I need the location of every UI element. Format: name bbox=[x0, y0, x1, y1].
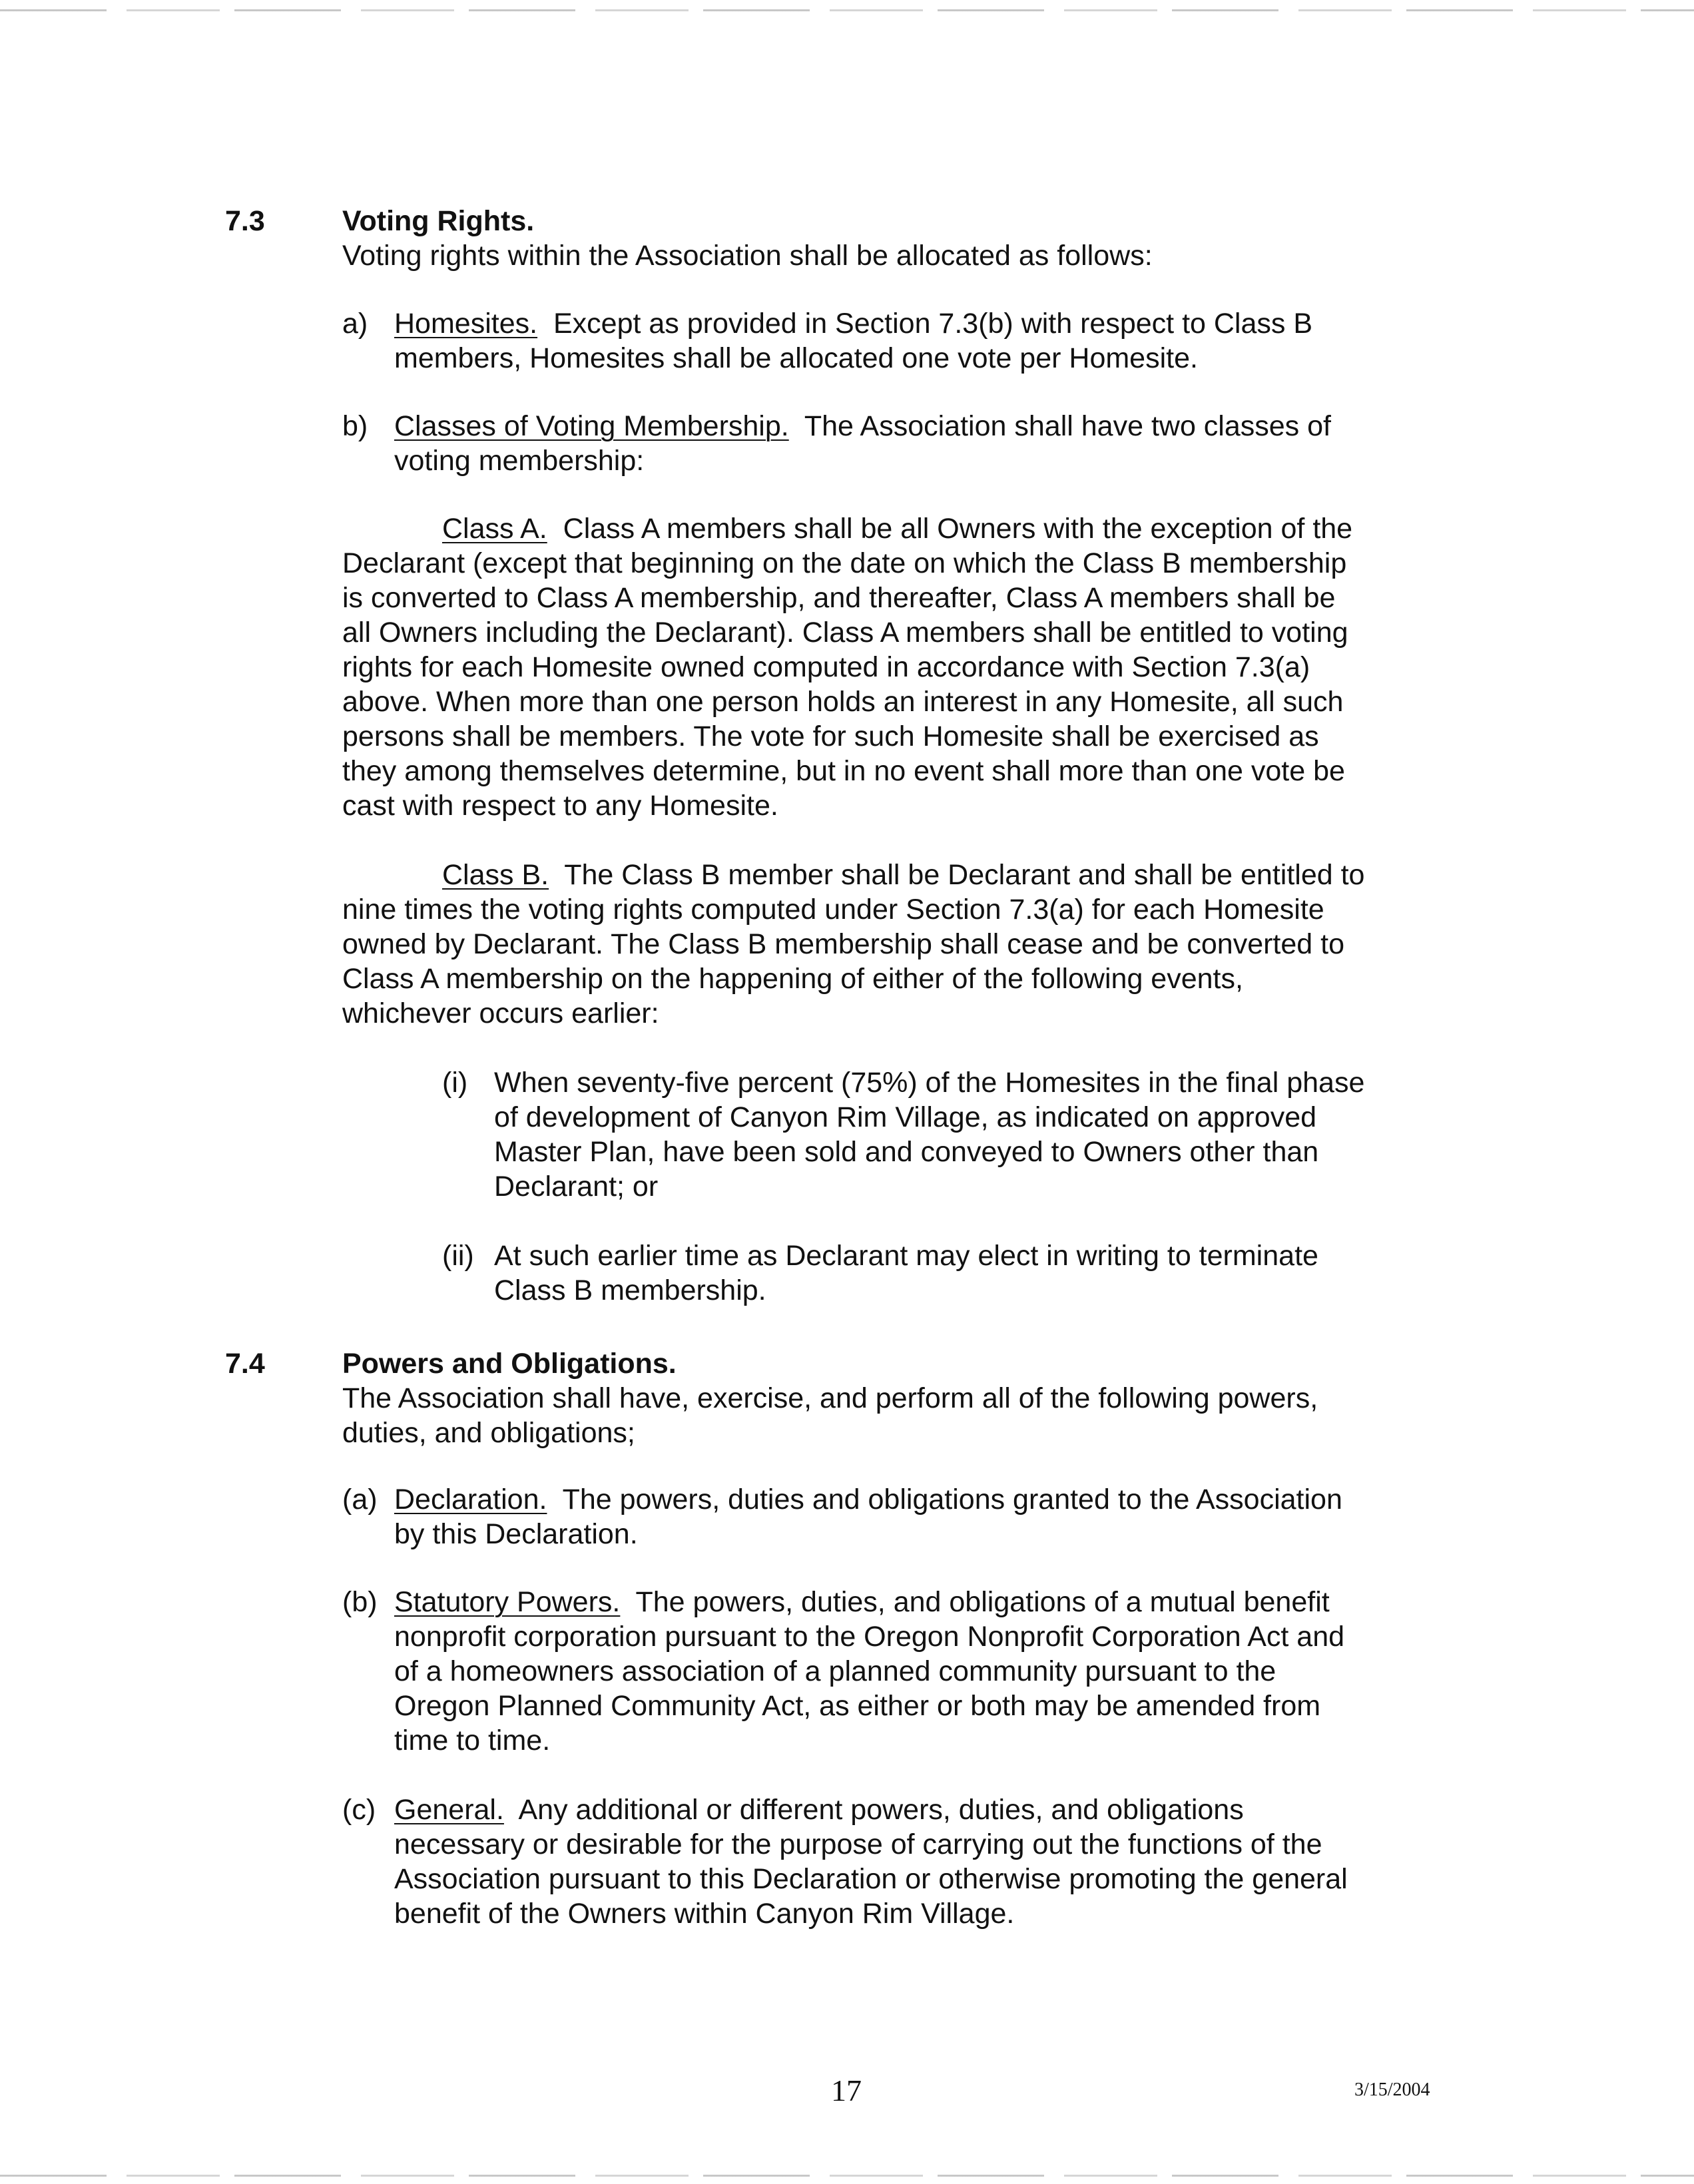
class-b-first-line: Class B. The Class B member shall be Declarant and shall be entitled to bbox=[442, 859, 1365, 891]
power-b-first-line: Statutory Powers. The powers, duties, and obligations of a mutual benefit bbox=[394, 1586, 1330, 1618]
power-c-line: Association pursuant to this Declaration or otherwise promoting the general bbox=[394, 1863, 1348, 1895]
power-b-marker: (b) bbox=[342, 1586, 378, 1618]
power-b-line: nonprofit corporation pursuant to the Oregon Nonprofit Corporation Act and bbox=[394, 1621, 1345, 1653]
event-ii-line: At such earlier time as Declarant may elect in writing to terminate bbox=[494, 1240, 1318, 1272]
power-a-line: by this Declaration. bbox=[394, 1518, 638, 1550]
homesites-heading: Homesites. bbox=[394, 308, 538, 340]
power-c-first-line: General. Any additional or different powers, duties, and obligations bbox=[394, 1794, 1244, 1826]
section-7-4-intro: duties, and obligations; bbox=[342, 1417, 635, 1449]
power-c-line: necessary or desirable for the purpose of carrying out the functions of the bbox=[394, 1828, 1322, 1860]
class-a-line: Declarant (except that beginning on the date on which the Class B membership bbox=[342, 547, 1347, 579]
event-i-line: Master Plan, have been sold and conveyed to Owners other than bbox=[494, 1136, 1319, 1168]
declaration-heading: Declaration. bbox=[394, 1484, 547, 1515]
general-heading: General. bbox=[394, 1794, 504, 1826]
class-a-line: is converted to Class A membership, and thereafter, Class A members shall be bbox=[342, 582, 1336, 614]
power-b-line: of a homeowners association of a planned community pursuant to the bbox=[394, 1655, 1276, 1687]
revision-date: 3/15/2004 bbox=[1354, 2079, 1430, 2100]
item-b-marker: b) bbox=[342, 410, 368, 442]
class-a-line: cast with respect to any Homesite. bbox=[342, 790, 778, 822]
page-number: 17 bbox=[831, 2073, 862, 2107]
item-a-first-line: Homesites. Except as provided in Section 7.3(b) with respect to Class B bbox=[394, 308, 1313, 340]
class-b-line: nine times the voting rights computed under Section 7.3(a) for each Homesite bbox=[342, 894, 1324, 926]
power-c-marker: (c) bbox=[342, 1794, 376, 1826]
item-a-marker: a) bbox=[342, 308, 368, 340]
power-b-line: Oregon Planned Community Act, as either or both may be amended from bbox=[394, 1690, 1321, 1722]
event-i-marker: (i) bbox=[442, 1067, 468, 1099]
class-a-line: persons shall be members. The vote for such Homesite shall be exercised as bbox=[342, 720, 1319, 752]
item-b-first-line: Classes of Voting Membership. The Association shall have two classes of bbox=[394, 410, 1331, 442]
section-7-4-title: Powers and Obligations. bbox=[342, 1348, 677, 1380]
scan-artifact-bottom bbox=[0, 2175, 1694, 2177]
item-a-line: members, Homesites shall be allocated one vote per Homesite. bbox=[394, 342, 1198, 374]
class-a-first-line: Class A. Class A members shall be all Owners with the exception of the bbox=[442, 513, 1353, 545]
class-a-line: all Owners including the Declarant). Class A members shall be entitled to voting bbox=[342, 617, 1348, 649]
power-a-marker: (a) bbox=[342, 1484, 378, 1515]
event-i-line: of development of Canyon Rim Village, as indicated on approved bbox=[494, 1101, 1317, 1133]
event-i-line: When seventy-five percent (75%) of the Homesites in the final phase bbox=[494, 1067, 1365, 1099]
section-7-3-intro: Voting rights within the Association shall be allocated as follows: bbox=[342, 240, 1153, 272]
section-7-3-title: Voting Rights. bbox=[342, 205, 535, 237]
event-i-line: Declarant; or bbox=[494, 1171, 659, 1203]
class-a-line: above. When more than one person holds an interest in any Homesite, all such bbox=[342, 686, 1344, 718]
power-c-line: benefit of the Owners within Canyon Rim Village. bbox=[394, 1898, 1015, 1930]
class-a-heading: Class A. bbox=[442, 513, 547, 545]
classes-heading: Classes of Voting Membership. bbox=[394, 410, 789, 442]
class-b-line: whichever occurs earlier: bbox=[342, 997, 659, 1029]
power-a-first-line: Declaration. The powers, duties and obligations granted to the Association bbox=[394, 1484, 1342, 1515]
class-b-line: owned by Declarant. The Class B membership shall cease and be converted to bbox=[342, 928, 1345, 960]
class-b-heading: Class B. bbox=[442, 859, 549, 891]
class-a-line: they among themselves determine, but in no event shall more than one vote be bbox=[342, 755, 1345, 787]
power-b-line: time to time. bbox=[394, 1725, 551, 1757]
section-7-3-number: 7.3 bbox=[225, 205, 265, 237]
section-7-4-number: 7.4 bbox=[225, 1348, 265, 1380]
class-a-line: rights for each Homesite owned computed in accordance with Section 7.3(a) bbox=[342, 651, 1310, 683]
item-b-line: voting membership: bbox=[394, 445, 645, 477]
event-ii-line: Class B membership. bbox=[494, 1274, 766, 1306]
class-b-line: Class A membership on the happening of either of the following events, bbox=[342, 963, 1243, 995]
statutory-powers-heading: Statutory Powers. bbox=[394, 1586, 621, 1618]
event-ii-marker: (ii) bbox=[442, 1240, 474, 1272]
section-7-4-intro: The Association shall have, exercise, and perform all of the following powers, bbox=[342, 1382, 1318, 1414]
